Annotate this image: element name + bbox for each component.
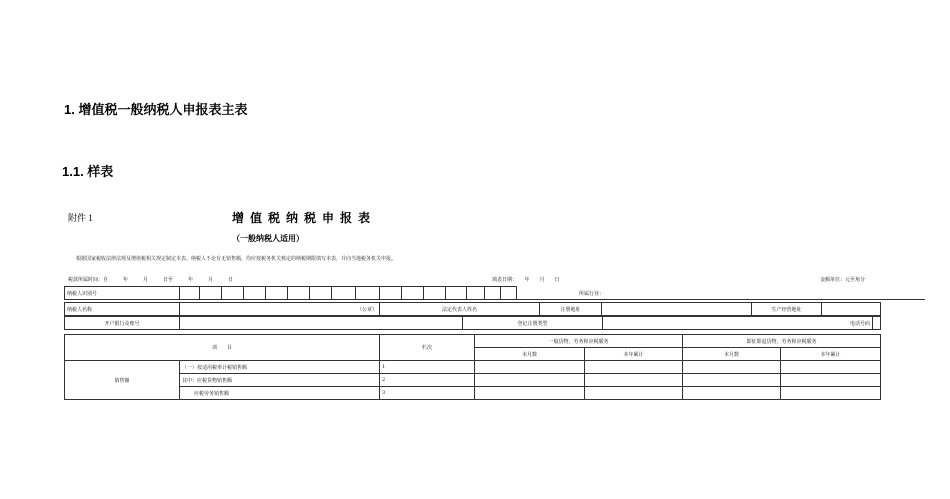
legal-rep-label: 法定代表人姓名 xyxy=(380,303,540,316)
id-digit-cell[interactable] xyxy=(467,287,485,300)
section-heading-1-1: 1.1. 样表 xyxy=(62,164,114,179)
sales-label: 销售额 xyxy=(65,361,180,400)
id-digit-cell[interactable] xyxy=(200,287,222,300)
id-digit-cell[interactable] xyxy=(310,287,332,300)
form-title: 增值税纳税申报表 xyxy=(232,211,377,225)
refund-ytd-header: 本年累计 xyxy=(781,348,881,361)
id-digit-cell[interactable] xyxy=(180,287,200,300)
refund-this-month-header: 本月数 xyxy=(683,348,781,361)
instant-refund-header: 即征即退货物、劳务和应税服务 xyxy=(683,335,881,348)
amount-cell[interactable] xyxy=(585,387,683,400)
phone-value[interactable] xyxy=(873,317,881,330)
business-address-label: 生产经营地址 xyxy=(752,303,822,316)
amount-cell[interactable] xyxy=(781,387,881,400)
id-digit-cell[interactable] xyxy=(244,287,266,300)
amount-cell[interactable] xyxy=(781,361,881,374)
general-ytd-header: 本年累计 xyxy=(585,348,683,361)
amount-cell[interactable] xyxy=(475,387,585,400)
amount-cell[interactable] xyxy=(585,374,683,387)
amount-cell[interactable] xyxy=(683,387,781,400)
reg-type-label: 登记注册类型 xyxy=(463,317,603,330)
amount-cell[interactable] xyxy=(683,361,781,374)
item-header: 项 目 xyxy=(65,335,380,361)
id-digit-cell[interactable] xyxy=(266,287,288,300)
section-heading-1: 1. 增值税一般纳税人申报表主表 xyxy=(64,102,248,117)
bank-info-table xyxy=(64,316,881,330)
id-digit-cell[interactable] xyxy=(332,287,356,300)
bank-account-label: 开户银行及账号 xyxy=(65,317,180,330)
reg-address-value[interactable] xyxy=(602,303,752,316)
attachment-label: 附件 1 xyxy=(68,213,93,223)
taxpayer-name-label: 纳税人名称 xyxy=(65,303,180,316)
reg-address-label: 注册地址 xyxy=(540,303,602,316)
id-digit-cell[interactable] xyxy=(380,287,402,300)
column-number-header: 栏次 xyxy=(380,335,475,361)
business-address-value[interactable] xyxy=(822,303,881,316)
phone-label: 电话号码 xyxy=(603,317,873,330)
id-digit-cell[interactable] xyxy=(222,287,244,300)
row-number: 3 xyxy=(380,387,475,400)
general-goods-header: 一般货物、劳务和应税服务 xyxy=(475,335,683,348)
row-label: （一）按适用税率计税销售额 xyxy=(180,361,380,374)
amount-cell[interactable] xyxy=(475,374,585,387)
row-number: 1 xyxy=(380,361,475,374)
fill-date-label: 填表日期： 年 月 日 xyxy=(492,277,560,283)
id-digit-cell[interactable] xyxy=(288,287,310,300)
unit-label: 金额单位：元至角分 xyxy=(820,277,866,283)
id-digit-cell[interactable] xyxy=(356,287,380,300)
id-digit-cell[interactable] xyxy=(402,287,424,300)
amount-cell[interactable] xyxy=(585,361,683,374)
taxpayer-info-table xyxy=(64,302,881,316)
amount-cell[interactable] xyxy=(683,374,781,387)
id-digit-cell[interactable] xyxy=(424,287,446,300)
seal-label: （公章） xyxy=(180,303,380,316)
row-number: 2 xyxy=(380,374,475,387)
form-intro: 根据国家税收法律法规及增值税相关规定制定本表。纳税人不论有无销售额，均应按税务机关核定的纳税期限填写本表，并向当地税务机关申报。 xyxy=(76,256,397,262)
id-digit-cell[interactable] xyxy=(446,287,467,300)
row-label: 应税劳务销售额 xyxy=(180,387,380,400)
bank-account-value[interactable] xyxy=(180,317,463,330)
amount-cell[interactable] xyxy=(781,374,881,387)
declaration-table xyxy=(64,286,925,300)
row-label: 其中：应税货物销售额 xyxy=(180,374,380,387)
form-subtitle: （一般纳税人适用） xyxy=(232,234,304,243)
amount-cell[interactable] xyxy=(475,361,585,374)
period-label: 税款所属时间：自 年 月 日至 年 月 日 xyxy=(68,277,234,283)
general-this-month-header: 本月数 xyxy=(475,348,585,361)
id-digit-cell[interactable] xyxy=(501,287,517,300)
industry-label: 所属行业： xyxy=(517,287,925,300)
id-digit-cell[interactable] xyxy=(485,287,501,300)
taxpayer-id-label: 纳税人识别号 xyxy=(65,287,180,300)
sales-table xyxy=(64,334,881,400)
